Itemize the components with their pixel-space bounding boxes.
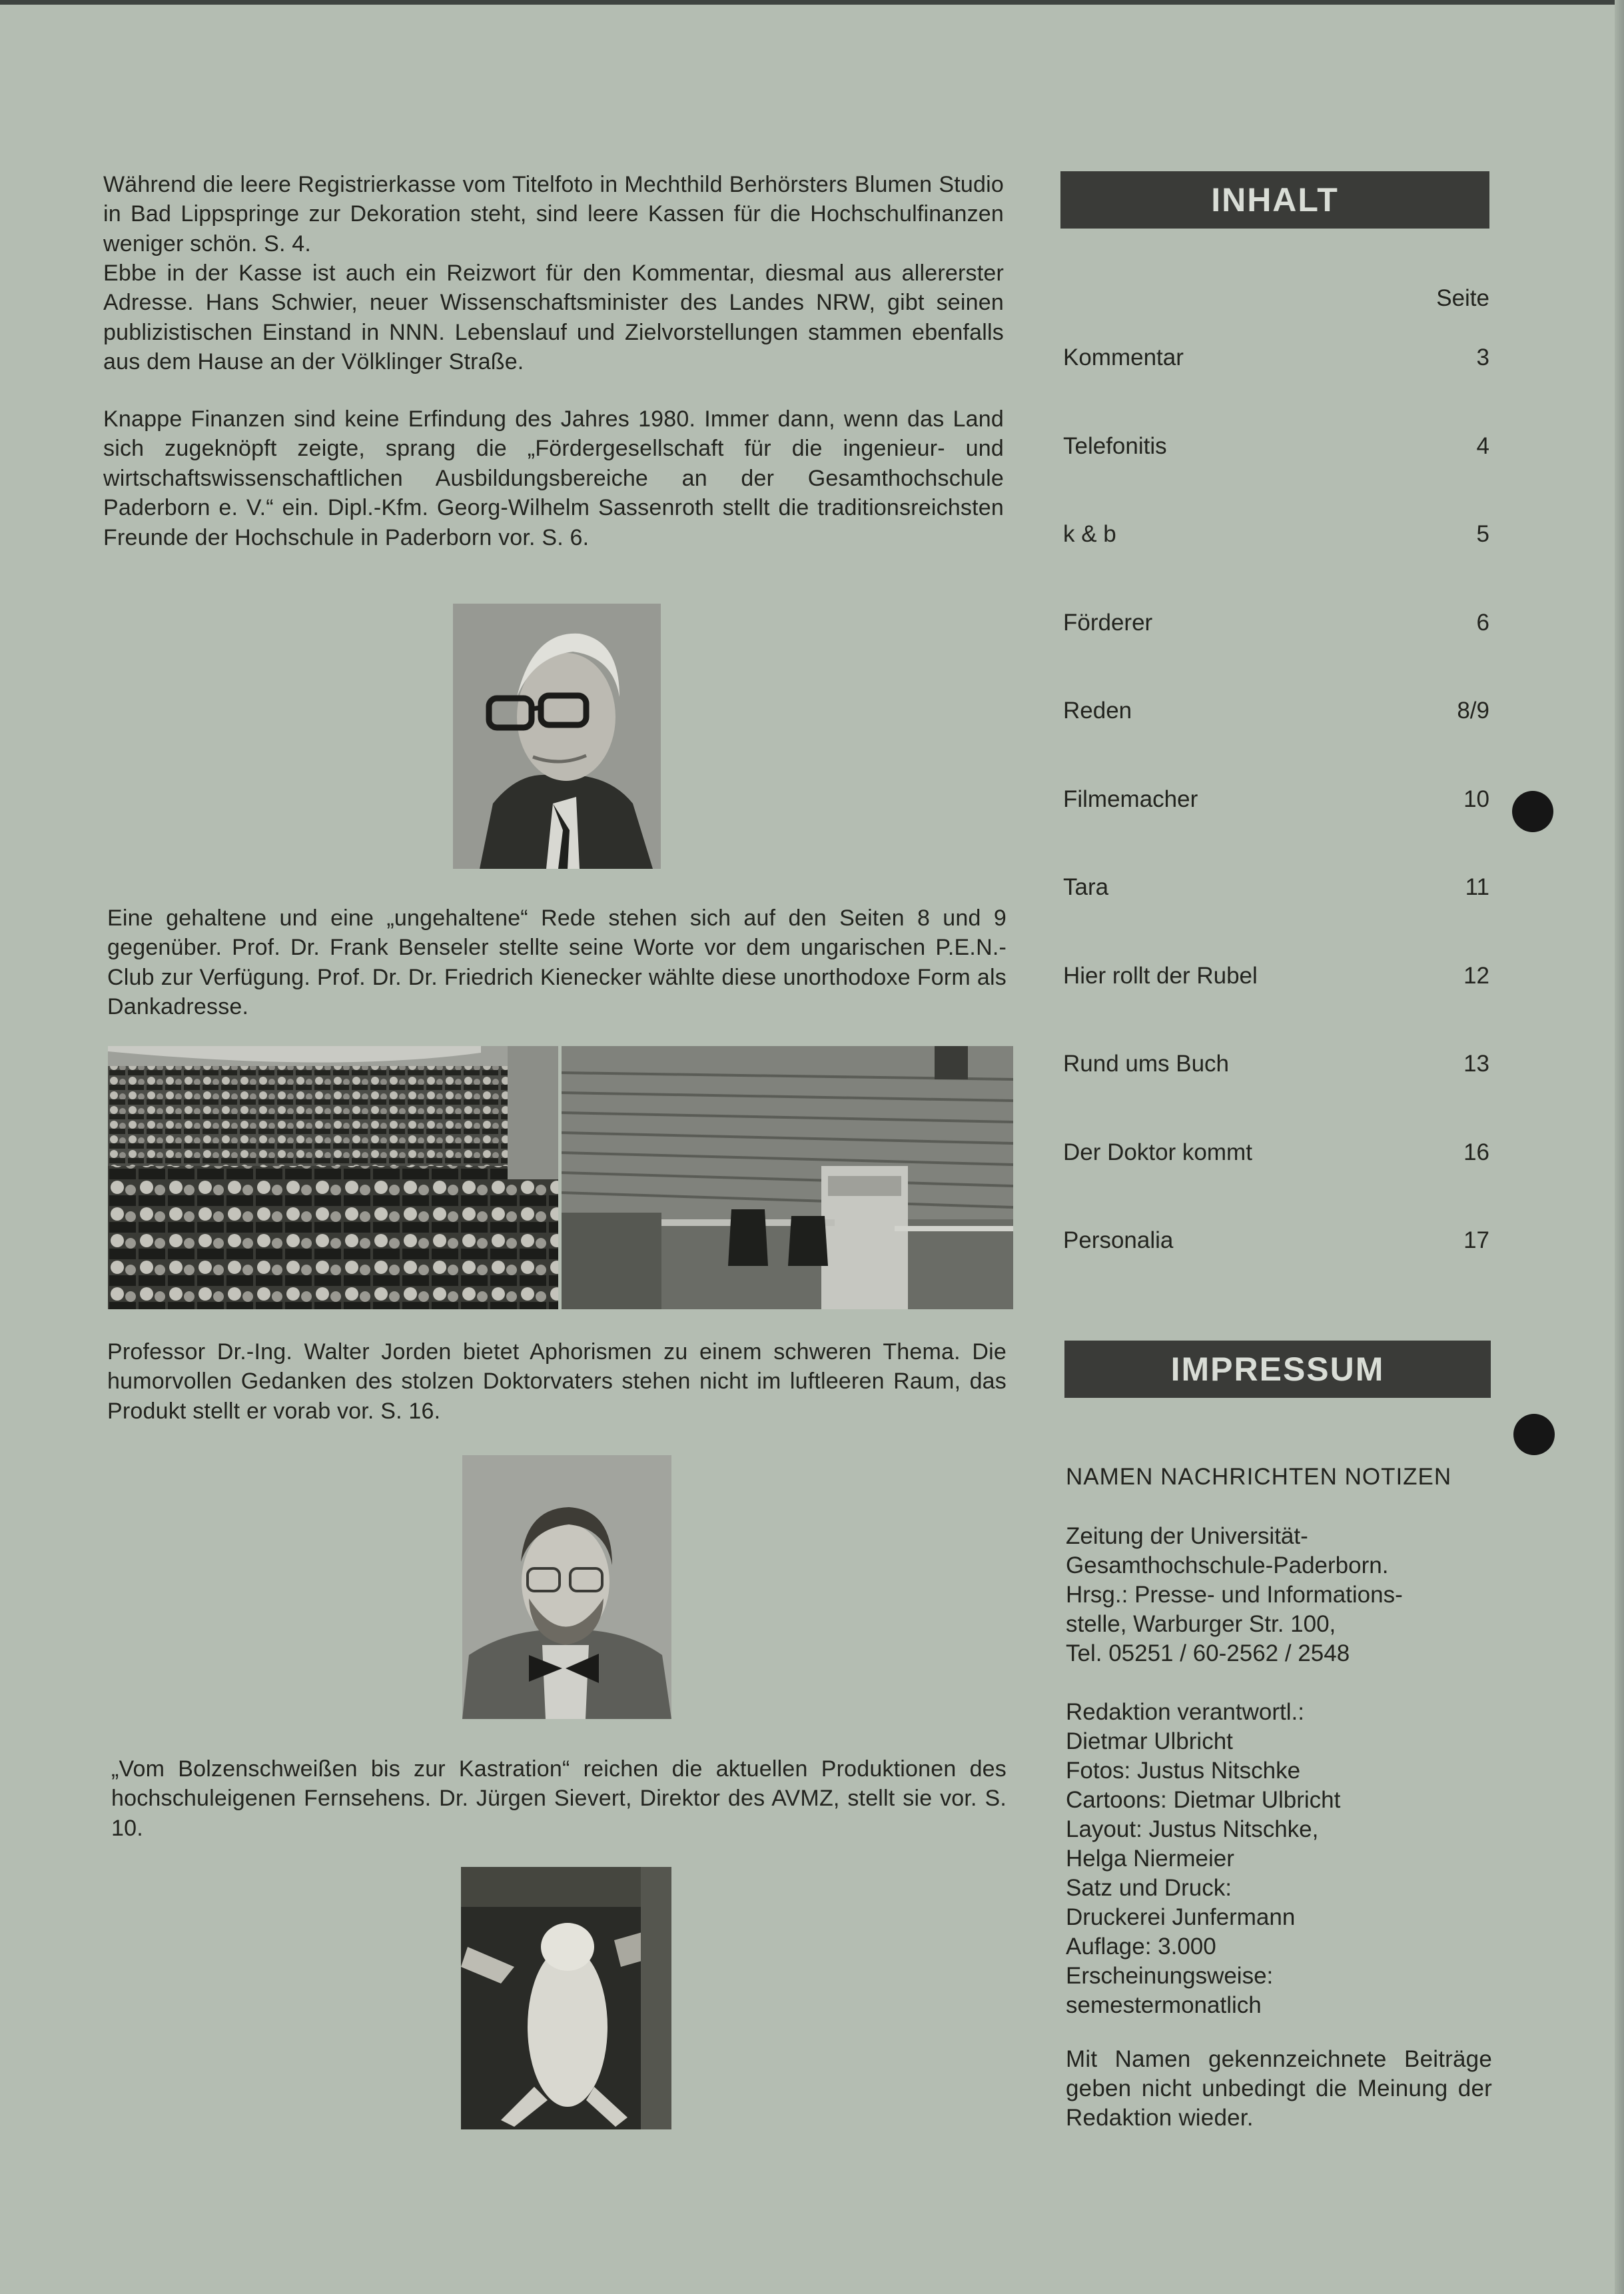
portrait-photo-sassenroth — [453, 604, 661, 869]
inhalt-heading: INHALT — [1060, 171, 1489, 229]
impressum-line: Layout: Justus Nitschke, — [1066, 1816, 1319, 1842]
impressum-line: Helga Niermeier — [1066, 1846, 1234, 1872]
impressum-line: Redaktion verantwortl.: — [1066, 1699, 1304, 1725]
intro-paragraph: Während die leere Registrierkasse vom Titelfoto in Mechthild Berhörsters Blumen Studio in Bad Lippspringe zur Dekoration steht, sind leere Kassen für die Hochschulfinanzen weniger schön. S. 4. — [103, 172, 1004, 257]
impressum-line: Zeitung der Universität- — [1066, 1523, 1308, 1549]
impressum-line: semestermonatlich — [1066, 1992, 1262, 2018]
punch-hole — [1512, 791, 1553, 832]
toc-item-reden[interactable]: Reden 8/9 — [1063, 698, 1489, 724]
top-edge — [0, 0, 1624, 5]
impressum-line: stelle, Warburger Str. 100, — [1066, 1611, 1336, 1637]
toc-item-kommentar[interactable]: Kommentar 3 — [1063, 344, 1489, 370]
impressum-line: Auflage: 3.000 — [1066, 1934, 1216, 1960]
impressum-publisher — [1066, 1522, 1492, 1668]
seite-label: Seite — [1436, 285, 1489, 311]
punch-hole — [1513, 1414, 1555, 1455]
empty-lecture-hall-photo — [562, 1046, 1013, 1309]
impressum-heading: IMPRESSUM — [1064, 1341, 1491, 1398]
page-right-edge — [1615, 0, 1624, 2294]
impressum-credits — [1066, 1698, 1492, 2020]
impressum-line: Cartoons: Dietmar Ulbricht — [1066, 1787, 1341, 1813]
impressum-line: Dietmar Ulbricht — [1066, 1728, 1233, 1754]
impressum-line: Erscheinungsweise: — [1066, 1963, 1274, 1989]
portrait-photo-jorden — [462, 1455, 671, 1719]
lecture-hall-audience-photo — [108, 1046, 558, 1309]
toc-item-telefonitis[interactable]: Telefonitis 4 — [1063, 433, 1489, 459]
impressum-line: Satz und Druck: — [1066, 1875, 1232, 1901]
impressum-line: Gesamthochschule-Paderborn. — [1066, 1552, 1389, 1578]
newspaper-title: NAMEN NACHRICHTEN NOTIZEN — [1066, 1464, 1452, 1490]
impressum-line: Druckerei Junfermann — [1066, 1904, 1296, 1930]
impressum-line: Fotos: Justus Nitschke — [1066, 1758, 1301, 1784]
toc-item-foerderer[interactable]: Förderer 6 — [1063, 610, 1489, 636]
toc-item-buch[interactable]: Rund ums Buch 13 — [1063, 1051, 1489, 1077]
toc-item-filmemacher[interactable]: Filmemacher 10 — [1063, 786, 1489, 812]
reden-paragraph: Eine gehaltene und eine „ungehaltene“ Rede stehen sich auf den Seiten 8 und 9 gegenüber. Prof. Dr. Frank Benseler stellte seine Worte vor dem ungarischen P.E.N.-Club zur Verfügung. Prof. Dr. Dr. Friedrich Kienecker wählte diese unorthodoxe Form als Dankadresse. — [107, 905, 1007, 1020]
toc-item-tara[interactable]: Tara 11 — [1063, 874, 1489, 900]
toc-item-personalia[interactable]: Personalia 17 — [1063, 1227, 1489, 1253]
piglet-photo — [461, 1867, 671, 2129]
doktor-paragraph: Professor Dr.-Ing. Walter Jorden bietet Aphorismen zu einem schweren Thema. Die humorvollen Gedanken des stolzen Doktorvaters stehen nicht im luftleeren Raum, das Produkt stellt er vorab vor. S. 16. — [107, 1339, 1007, 1424]
fernsehen-paragraph: „Vom Bolzenschweißen bis zur Kastration“ reichen die aktuellen Produktionen des hochschuleigenen Fernsehens. Dr. Jürgen Sievert, Direktor des AVMZ, stellt sie vor. S. 10. — [111, 1756, 1007, 1841]
impressum-disclaimer: Mit Namen gekennzeichnete Beiträge geben nicht unbedingt die Meinung der Redaktion wieder. — [1066, 2046, 1492, 2131]
impressum-line: Tel. 05251 / 60-2562 / 2548 — [1066, 1640, 1350, 1666]
impressum-line: Hrsg.: Presse- und Informations- — [1066, 1582, 1403, 1608]
toc-item-doktor[interactable]: Der Doktor kommt 16 — [1063, 1139, 1489, 1165]
toc-item-k-und-b[interactable]: k & b 5 — [1063, 521, 1489, 547]
kommentar-paragraph: Ebbe in der Kasse ist auch ein Reizwort für den Kommentar, diesmal aus allererster Adresse. Hans Schwier, neuer Wissenschaftsminister des Landes NRW, gibt seinen publizistischen Einstand in NNN. Lebenslauf und Zielvorstellungen stammen ebenfalls aus dem Hause an der Völklinger Straße. — [103, 261, 1004, 375]
finanzen-paragraph: Knappe Finanzen sind keine Erfindung des Jahres 1980. Immer dann, wenn das Land sich zugeknöpft zeigte, sprang die „Fördergesellschaft für die ingenieur- und wirtschaftswissenschaftlichen Ausbildungsbereiche an der Gesamthochschule Paderborn e. V.“ ein. Dipl.-Kfm. Georg-Wilhelm Sassenroth stellt die traditionsreichsten Freunde der Hochschule in Paderborn vor. S. 6. — [103, 406, 1004, 550]
toc-item-rubel[interactable]: Hier rollt der Rubel 12 — [1063, 963, 1489, 989]
